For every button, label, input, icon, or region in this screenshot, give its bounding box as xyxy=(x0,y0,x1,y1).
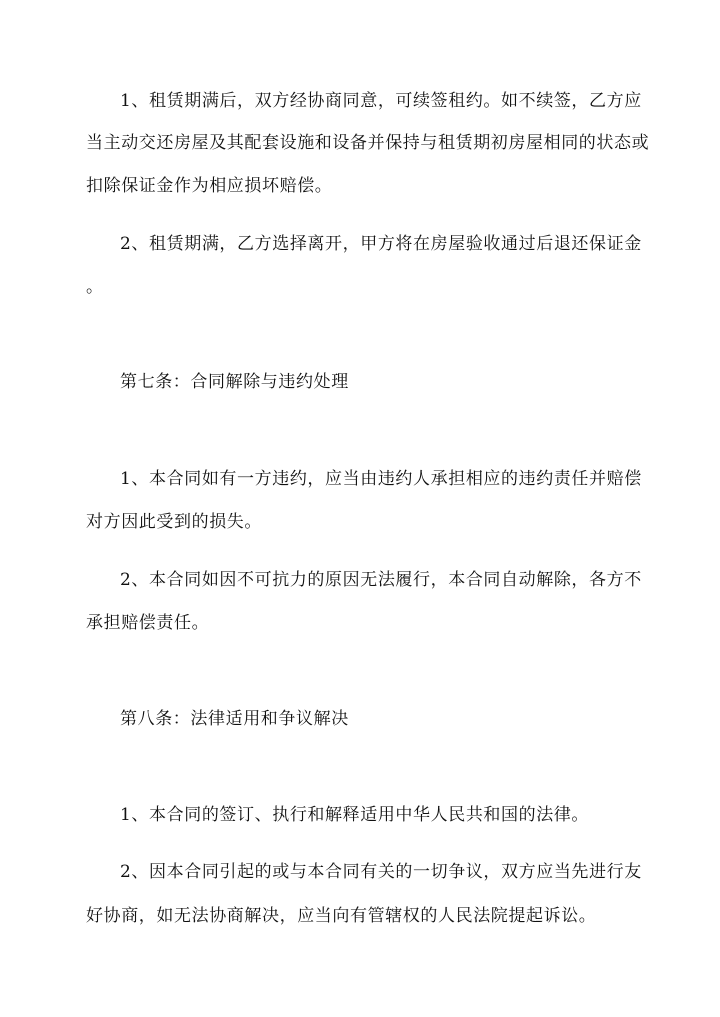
section-7-item-2-line-1: 2、本合同如因不可抗力的原因无法履行，本合同自动解除，各方不 xyxy=(120,570,642,590)
paragraph-1-line-1: 1、租赁期满后，双方经协商同意，可续签租约。如不续签，乙方应 xyxy=(120,91,642,111)
section-7-item-2-line-2: 承担赔偿责任。 xyxy=(86,613,210,633)
section-8-item-2-line-2: 好协商，如无法协商解决，应当向有管辖权的人民法院提起诉讼。 xyxy=(86,906,597,926)
section-7-item-1-line-1: 1、本合同如有一方违约，应当由违约人承担相应的违约责任并赔偿 xyxy=(120,469,642,489)
section-8-title: 第八条：法律适用和争议解决 xyxy=(120,709,349,729)
section-8-item-1-line-1: 1、本合同的签订、执行和解释适用中华人民共和国的法律。 xyxy=(120,805,590,825)
section-8-item-2-line-1: 2、因本合同引起的或与本合同有关的一切争议，双方应当先进行友 xyxy=(120,862,642,882)
section-7-item-1-line-2: 对方因此受到的损失。 xyxy=(86,512,262,532)
paragraph-1-line-3: 扣除保证金作为相应损坏赔偿。 xyxy=(86,176,333,196)
section-7-title: 第七条：合同解除与违约处理 xyxy=(120,372,349,392)
paragraph-1-line-2: 当主动交还房屋及其配套设施和设备并保持与租赁期初房屋相同的状态或 xyxy=(86,133,650,153)
paragraph-2-line-1: 2、租赁期满，乙方选择离开，甲方将在房屋验收通过后退还保证金 xyxy=(120,234,642,254)
paragraph-2-line-2: 。 xyxy=(86,277,104,297)
